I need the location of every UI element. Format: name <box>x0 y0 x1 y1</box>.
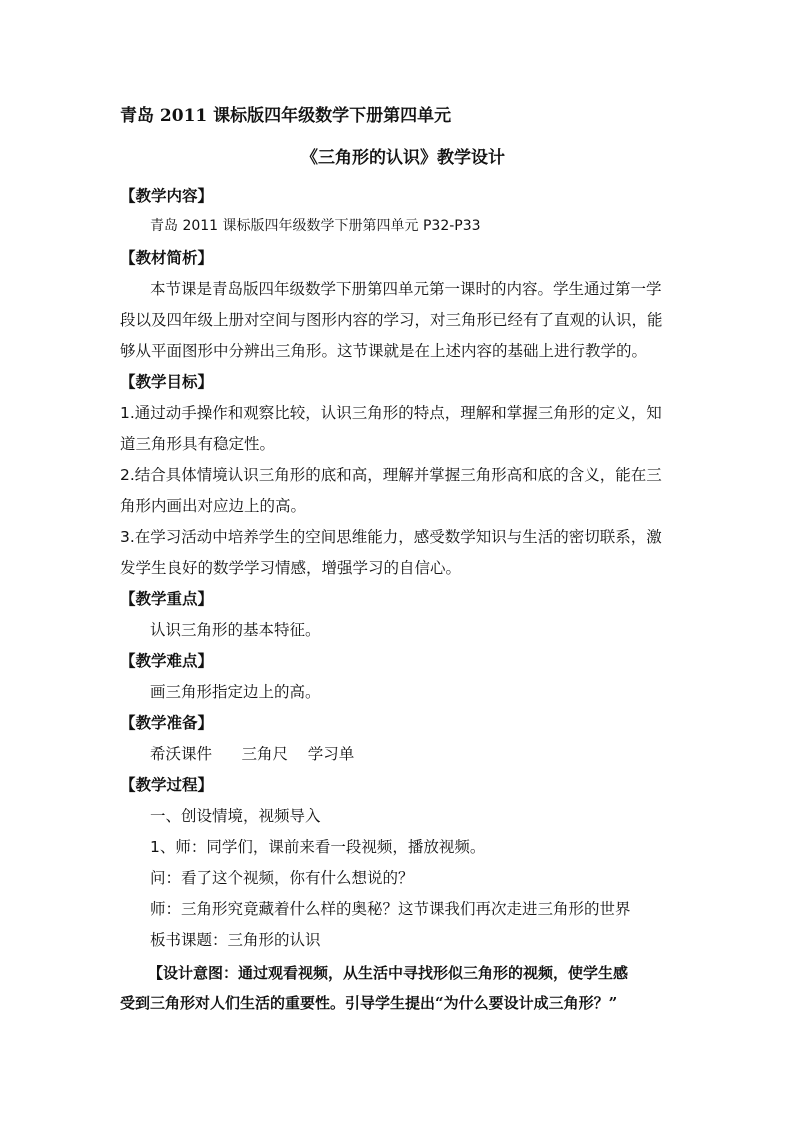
goals-line-5: 3.在学习活动中培养学生的空间思维能力，感受数学知识与生活的密切联系，激 <box>120 528 662 546</box>
goals-line-6: 发学生良好的数学学习情感，增强学习的自信心。 <box>120 559 462 577</box>
document-title-line1: 青岛 2011 课标版四年级数学下册第四单元 <box>120 106 452 126</box>
analysis-line-2: 段以及四年级上册对空间与图形内容的学习，对三角形已经有了直观的认识，能 <box>120 311 663 329</box>
section-heading-process: 【教学过程】 <box>120 776 214 794</box>
content-text: 青岛 2011 课标版四年级数学下册第四单元 P32-P33 <box>150 218 481 234</box>
section-heading-goals: 【教学目标】 <box>120 373 214 391</box>
goals-line-4: 角形内画出对应边上的高。 <box>120 497 307 515</box>
analysis-line-1: 本节课是青岛版四年级数学下册第四单元第一课时的内容。学生通过第一学 <box>150 280 662 298</box>
design-intent-line-1: 【设计意图：通过观看视频，从生活中寻找形似三角形的视频，使学生感 <box>148 964 629 982</box>
goals-line-2: 道三角形具有稳定性。 <box>120 435 276 453</box>
process-line-3: 问：看了这个视频，你有什么想说的？ <box>150 869 414 887</box>
section-heading-content: 【教学内容】 <box>120 187 214 205</box>
process-line-4: 师：三角形究竟藏着什么样的奥秘？这节课我们再次走进三角形的世界 <box>150 900 631 918</box>
section-heading-difficulty: 【教学难点】 <box>120 652 214 670</box>
document-title-line2: 《三角形的认识》教学设计 <box>301 148 505 168</box>
process-line-1: 一、创设情境，视频导入 <box>150 807 321 825</box>
process-line-2: 1、师：同学们，课前来看一段视频，播放视频。 <box>150 838 486 856</box>
difficulty-text: 画三角形指定边上的高。 <box>150 683 321 701</box>
section-heading-prep: 【教学准备】 <box>120 714 214 732</box>
section-heading-key: 【教学重点】 <box>120 590 214 608</box>
process-line-5: 板书课题：三角形的认识 <box>150 931 321 949</box>
analysis-line-3: 够从平面图形中分辨出三角形。这节课就是在上述内容的基础上进行教学的。 <box>120 342 648 360</box>
section-heading-analysis: 【教材简析】 <box>120 249 214 267</box>
key-text: 认识三角形的基本特征。 <box>150 621 321 639</box>
goals-line-3: 2.结合具体情境认识三角形的底和高，理解并掌握三角形高和底的含义，能在三 <box>120 466 662 484</box>
design-intent-line-2: 受到三角形对人们生活的重要性。引导学生提出“为什么要设计成三角形？” <box>120 994 618 1012</box>
prep-text: 希沃课件 三角尺 学习单 <box>150 745 355 763</box>
goals-line-1: 1.通过动手操作和观察比较，认识三角形的特点，理解和掌握三角形的定义，知 <box>120 404 662 422</box>
